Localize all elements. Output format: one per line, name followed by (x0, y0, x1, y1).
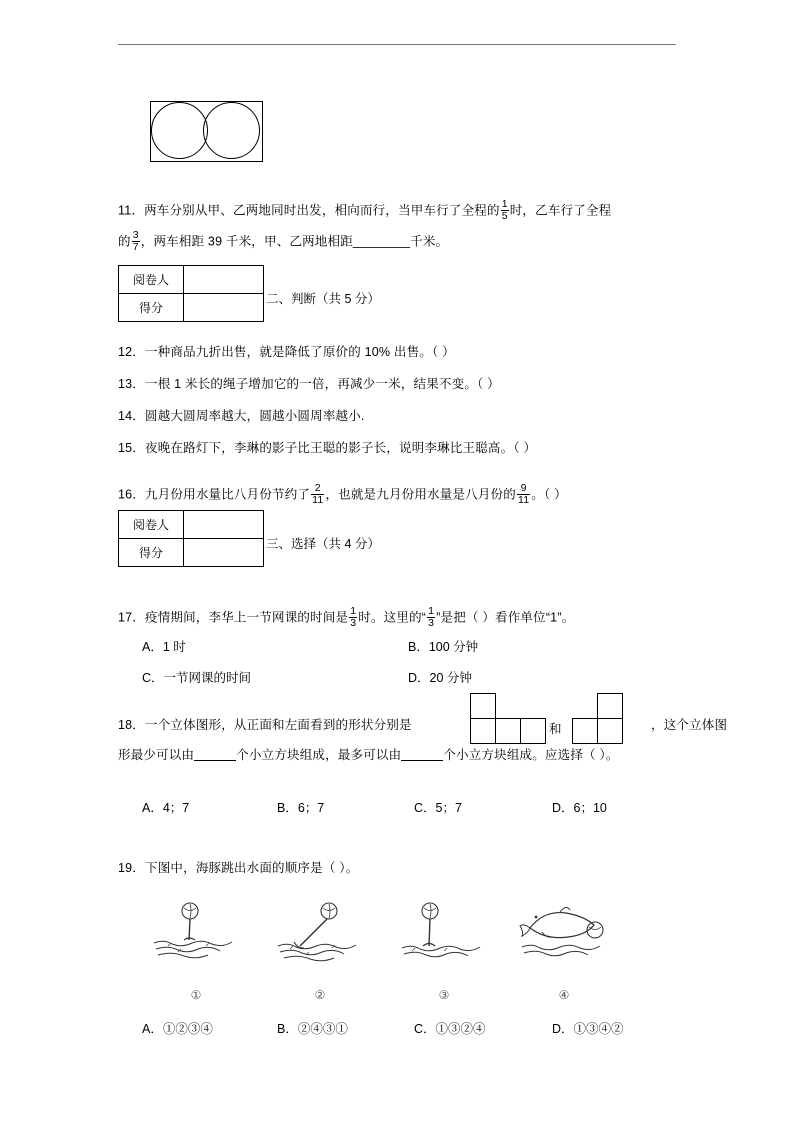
dolphin-caption-2: ② (314, 988, 326, 1002)
question-18-option-b[interactable]: B．6；7 (277, 801, 325, 815)
question-17-text-c: ”是把（ ）看作单位“1”。 (436, 610, 575, 625)
side-view-square-top (597, 693, 623, 719)
question-15-number: 15． (118, 441, 146, 455)
circle-left (151, 102, 208, 159)
fraction-one-third-1: $\frac{1}{3}$ (350, 605, 357, 630)
scorebox-2-row-score (119, 538, 263, 566)
dolphin-sketch-3 (396, 902, 492, 964)
question-19-number: 19． (118, 861, 146, 875)
question-18-text-b: ，这个立体图 (651, 718, 728, 732)
front-view-square-3 (520, 718, 546, 744)
and-label: 和 (549, 722, 562, 736)
question-11-line-1 (118, 199, 611, 222)
question-18-text-a: 一个立体图形，从正面和左面看到的形状分别是 (145, 718, 412, 732)
question-11-line-2 (118, 230, 448, 253)
question-15 (118, 438, 536, 458)
scorebox-2-label-score: 得分 (119, 539, 184, 566)
scorebox-2-label-marker: 阅卷人 (119, 511, 184, 538)
question-11-text-c: 的 (118, 234, 131, 249)
side-view-square-1 (572, 718, 598, 744)
question-16-number: 16． (118, 487, 146, 502)
question-11-text-d: ，两车相距 39 千米，甲、乙两地相距________千米。 (140, 234, 449, 249)
question-14 (118, 406, 365, 426)
question-19-option-d[interactable]: D．①③④② (552, 1022, 624, 1036)
question-19-option-a[interactable]: A．①②③④ (142, 1022, 213, 1036)
question-18-line-1 (118, 715, 412, 735)
question-16-text-a: 九月份用水量比八月份节约了 (145, 487, 311, 502)
question-17-option-a[interactable]: A．1 时 (142, 640, 186, 654)
question-18-option-a[interactable]: A．4；7 (142, 801, 190, 815)
question-11-text-b: 时，乙车行了全程 (509, 203, 612, 218)
fraction-three-sevenths: $\frac{3}{7}$ (132, 229, 139, 254)
scorebox-1 (118, 265, 264, 322)
dolphin-caption-4: ④ (558, 988, 570, 1002)
fraction-nine-elevenths: $\frac{9}{11}$ (517, 482, 530, 507)
side-view-square-2 (597, 718, 623, 744)
question-18-text-e: 个小立方块组成。应选择（ ）。 (443, 748, 619, 762)
question-16 (118, 483, 567, 506)
question-18-text-d: 个小立方块组成，最多可以由 (236, 748, 402, 762)
question-19 (118, 858, 358, 878)
scorebox-1-row-score (119, 293, 263, 321)
section-heading-judgement: 二、判断（共 5 分） (266, 292, 380, 306)
circle-right (203, 102, 260, 159)
question-12-number: 12． (118, 345, 146, 359)
question-18-blank-1[interactable] (194, 747, 236, 761)
question-11-text-a: 两车分别从甲、乙两地同时出发，相向而行，当甲车行了全程的 (144, 203, 500, 218)
question-18-blank-2[interactable] (401, 747, 443, 761)
scorebox-2-value-score (184, 539, 263, 566)
scorebox-1-label-score: 得分 (119, 294, 184, 321)
question-17-text-b: 时。这里的“ (358, 610, 427, 625)
question-17-option-b[interactable]: B．100 分钟 (408, 640, 479, 654)
scorebox-1-label-marker: 阅卷人 (119, 266, 184, 293)
question-18-option-c[interactable]: C．5；7 (414, 801, 462, 815)
scorebox-1-value-score (184, 294, 263, 321)
dolphin-picture-3 (396, 902, 492, 964)
dolphin-sketch-4 (516, 902, 612, 964)
scorebox-2-value-marker (184, 511, 263, 538)
front-view-square-top (470, 693, 496, 719)
question-18-number: 18． (118, 718, 146, 732)
question-18-text-c: 形最少可以由 (118, 748, 195, 762)
question-16-text-b: ，也就是九月份用水量是八月份的 (325, 487, 516, 502)
fraction-two-elevenths: $\frac{2}{11}$ (312, 482, 324, 507)
dolphin-caption-1: ① (190, 988, 202, 1002)
dolphin-picture-2 (272, 902, 368, 964)
dolphin-sketch-2 (272, 902, 368, 964)
front-view-square-1 (470, 718, 496, 744)
question-13-text: 一根 1 米长的绳子增加它的一倍，再减少一米，结果不变。（ ） (145, 377, 500, 391)
section-heading-choice: 三、选择（共 4 分） (266, 537, 380, 551)
header-divider (118, 44, 676, 45)
fraction-one-fifth: $\frac{1}{5}$ (501, 198, 508, 223)
question-16-text-c: 。（ ） (531, 487, 567, 502)
question-12-text: 一种商品九折出售，就是降低了原价的 10% 出售。（ ） (145, 345, 455, 359)
question-15-text: 夜晚在路灯下，李琳的影子比王聪的影子长，说明李琳比王聪高。（ ） (145, 441, 537, 455)
question-12 (118, 342, 455, 362)
question-17-option-d[interactable]: D．20 分钟 (408, 671, 472, 685)
question-11-number: 11． (118, 203, 145, 218)
question-18-line-2 (118, 745, 619, 765)
question-17-text-a: 疫情期间，李华上一节网课的时间是 (145, 610, 349, 625)
question-19-text: 下图中，海豚跳出水面的顺序是（ ）。 (145, 861, 359, 875)
front-view-square-2 (495, 718, 521, 744)
question-14-number: 14． (118, 409, 146, 423)
scorebox-1-value-marker (184, 266, 263, 293)
dolphin-picture-4 (516, 902, 612, 964)
question-17-option-c[interactable]: C．一节网课的时间 (142, 671, 252, 685)
question-13 (118, 374, 500, 394)
dolphin-sketch-1 (148, 902, 244, 964)
question-17-number: 17． (118, 610, 146, 625)
dolphin-caption-3: ③ (438, 988, 450, 1002)
fraction-one-third-2: $\frac{1}{3}$ (428, 605, 435, 630)
question-18-line-1-end (651, 715, 727, 735)
question-19-option-c[interactable]: C．①③②④ (414, 1022, 486, 1036)
question-19-option-b[interactable]: B．②④③① (277, 1022, 348, 1036)
question-13-number: 13． (118, 377, 146, 391)
question-18-option-d[interactable]: D．6；10 (552, 801, 607, 815)
dolphin-picture-1 (148, 902, 244, 964)
question-17 (118, 606, 574, 629)
scorebox-1-row-marker (119, 266, 263, 293)
scorebox-2-row-marker (119, 511, 263, 538)
scorebox-2 (118, 510, 264, 567)
question-14-text: 圆越大圆周率越大，圆越小圆周率越小. (145, 409, 365, 423)
two-circles-figure (150, 101, 263, 162)
